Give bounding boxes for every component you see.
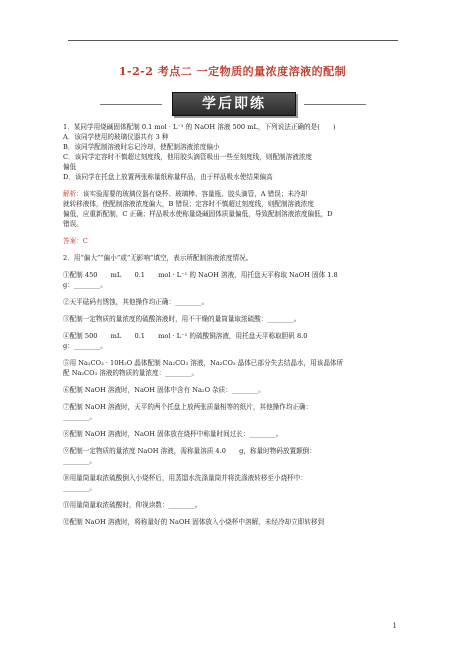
- option-c: C．该同学定容时不慎超过刻度线，他用胶头滴管吸出一些至刻度线，则配制溶液浓度: [63, 153, 313, 161]
- banner-label: 学后即练: [172, 92, 296, 116]
- answer-value: C: [82, 237, 88, 245]
- item-5-continued: 配 Na₂CO₃ 溶液的物质的量浓度：________。: [63, 369, 199, 377]
- analysis-text: 该实验需要的玻璃仪器有烧杯、玻璃棒、容量瓶、胶头滴管，A 错误；未冷却: [82, 190, 308, 198]
- question-2-stem: 2．用“偏大”“偏小”或“无影响”填空，表示所配制溶液浓度情况。: [63, 254, 253, 262]
- item-10: ⑩用量筒量取浓硫酸倒入小烧杯后，用蒸馏水洗涤量筒并将洗涤液转移至小烧杯中：: [63, 474, 307, 482]
- question-1-answer: [63, 236, 401, 246]
- question-1-analysis: [63, 189, 401, 229]
- item-9: ⑨配制一定物质的量浓度 NaOH 溶液，需称量溶质 4.0 g，称量时物码放置颠倒：: [63, 447, 316, 455]
- item-6: ⑥配制 NaOH 溶液时，NaOH 固体中含有 Na₂O 杂质：________。: [63, 386, 265, 394]
- item-1-continued: g：________。: [63, 281, 107, 289]
- item-4-continued: g：________。: [63, 342, 107, 350]
- item-7-continued: ________。: [63, 413, 96, 421]
- answer-label: 答案：: [63, 237, 83, 245]
- question-1-stem: 1．某同学用烧碱固体配制 0.1 mol · L⁻¹ 的 NaOH 溶液 500 mL，下列说法正确的是( ): [63, 123, 336, 131]
- item-10-continued: ________。: [63, 484, 96, 492]
- item-1: ①配制 450 mL 0.1 mol · L⁻¹ 的 NaOH 溶液，用托盘天平称取 NaOH 固体 1.8: [63, 271, 338, 279]
- item-12: ⑫配制 NaOH 溶液时，将称量好的 NaOH 固体放入小烧杯中溶解，未经冷却立即转移到: [63, 518, 325, 526]
- section-banner: [100, 92, 366, 116]
- analysis-line-3: 偏低，应重新配制，C 正确；样品吸水使称量烧碱固体质量偏低，导致配制溶液浓度偏低，D: [63, 210, 333, 218]
- header-rule: [68, 40, 398, 41]
- banner-right-line: [304, 104, 366, 105]
- answer-line: [63, 236, 401, 246]
- item-9-continued: ________。: [63, 457, 96, 465]
- analysis-line-1: [63, 189, 401, 199]
- analysis-line-4: 错误。: [63, 220, 83, 228]
- item-3: ③配制一定物质的量浓度的硫酸溶液时，用不干燥的量筒量取浓硫酸：________。: [63, 315, 301, 323]
- item-2: ②天平砝码有锈蚀，其他操作均正确：________。: [63, 298, 209, 306]
- analysis-line-2: 就转移液体，使配制溶液浓度偏大，B 错误；定容时不慎超过刻度线，则配制溶液浓度: [63, 200, 314, 208]
- banner-left-line: [100, 104, 162, 105]
- page-number: 1: [392, 622, 397, 630]
- analysis-label: 解析：: [63, 190, 83, 198]
- option-b: B．该同学配制溶液时忘记冷却，使配制溶液浓度偏小: [63, 143, 220, 151]
- item-4: ④配制 500 mL 0.1 mol · L⁻¹ 的硫酸铜溶液，用托盘天平称取胆矾 8.0: [63, 332, 308, 340]
- question-1: [63, 122, 401, 182]
- item-5: ⑤用 Na₂CO₃ · 10H₂O 晶体配制 Na₂CO₃ 溶液，Na₂CO₃ 晶体已部分失去结晶水，用该晶体所: [63, 359, 344, 367]
- item-7: ⑦配制 NaOH 溶液时，天平的两个托盘上放两张质量相等的纸片，其他操作均正确：: [63, 403, 313, 411]
- option-d: D．该同学在托盘上放置两张称量纸称量样品，由于样品吸水使结果偏高: [63, 173, 273, 181]
- option-a: A．该同学使用的玻璃仪器共有 3 种: [63, 133, 169, 141]
- item-11: ⑪用量筒量取浓硫酸时，仰视读数：________。: [63, 501, 202, 509]
- option-c-continued: 偏低: [63, 163, 77, 171]
- section-title: 1-2-2 考点二 一定物质的量浓度溶液的配制: [118, 65, 347, 78]
- item-8: ⑧配制 NaOH 溶液时，NaOH 固体放在烧杯中称量时间过长：________。: [63, 430, 283, 438]
- question-2: [63, 253, 401, 527]
- document-body: [63, 122, 401, 527]
